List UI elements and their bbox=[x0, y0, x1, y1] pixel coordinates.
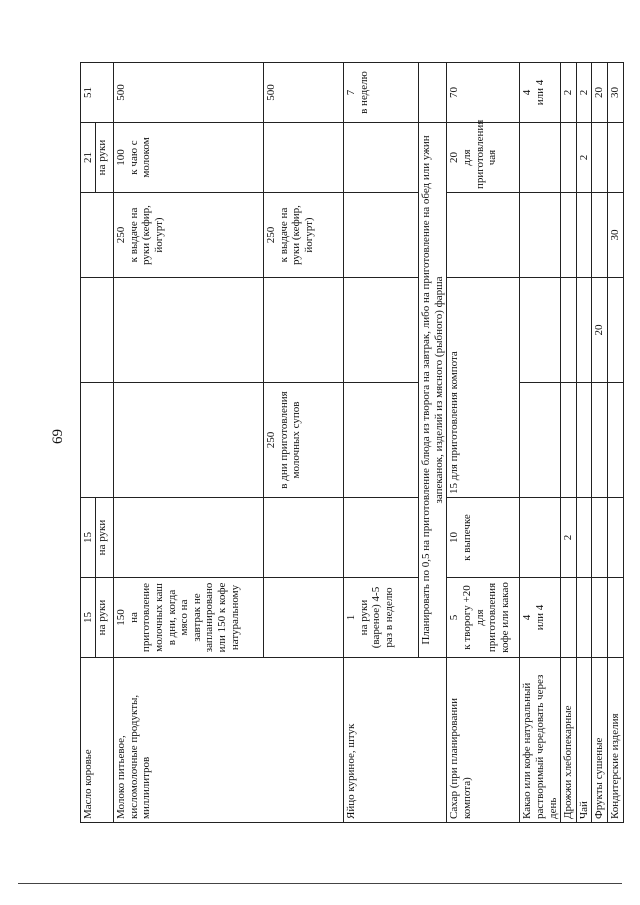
cell-note: на руки (вареное) 4-5 раз в неделю bbox=[357, 586, 395, 649]
table-row-fruits bbox=[592, 63, 608, 823]
cell-value: 20 bbox=[592, 278, 608, 383]
cell-note: или 4 bbox=[533, 79, 546, 106]
cell-value: 2 bbox=[561, 498, 577, 578]
cell-note: к выдаче на руки (кефир, йогурт) bbox=[277, 205, 315, 265]
cell-note: на руки bbox=[95, 578, 109, 657]
cell-value: 4 bbox=[521, 89, 534, 96]
row-name: Дрожжи хлебопекарные bbox=[561, 658, 577, 823]
row-name: Какао или кофе натуральный растворимый чередовать через день bbox=[520, 658, 561, 823]
page-number: 69 bbox=[50, 429, 66, 444]
cell-value: 250 bbox=[115, 226, 127, 244]
cell-value: 21 bbox=[82, 152, 94, 163]
cell-note: на руки bbox=[95, 498, 109, 577]
cell-note: к выдаче на руки (кефир, йогурт) bbox=[127, 205, 165, 265]
cell-note: в неделю bbox=[357, 71, 370, 114]
cell-value: 1 bbox=[345, 614, 357, 621]
table-row-egg bbox=[344, 63, 419, 823]
row-name: Масло коровье bbox=[81, 658, 114, 823]
table-row-confectionery bbox=[608, 63, 624, 823]
row-name: Яйцо куриное, штук bbox=[344, 658, 447, 823]
table-row-yeast bbox=[561, 63, 577, 823]
cell-total: 70 bbox=[447, 63, 520, 123]
table-row-milk bbox=[114, 63, 264, 823]
cell-value: 250 bbox=[265, 431, 277, 449]
cell-value: 20 bbox=[448, 152, 461, 163]
table-row-tea bbox=[576, 63, 592, 823]
cell-note: к чаю с молоком bbox=[127, 137, 153, 178]
cell-note: в дни приготовления молочных супов bbox=[277, 391, 303, 489]
cell-total: 51 bbox=[81, 63, 114, 123]
cell-total: 2 bbox=[576, 63, 592, 123]
cell-value: 150 bbox=[115, 609, 127, 626]
cell-note: к творогу +20 для приготовления кофе или какао bbox=[460, 582, 511, 653]
rotated-table-container bbox=[80, 63, 622, 823]
cell-note: или 4 bbox=[533, 604, 546, 631]
row-name: Фрукты сушеные bbox=[592, 658, 608, 823]
row-name: Сахар (при планировании компота) bbox=[447, 658, 520, 823]
cell-value: 30 bbox=[608, 193, 624, 278]
cell-total: 2 bbox=[561, 63, 577, 123]
cell-total: 500 bbox=[114, 63, 264, 123]
row-name: Кондитерские изделия bbox=[608, 658, 624, 823]
cell-note: 15 для приготовления компота bbox=[447, 278, 520, 498]
cell-total: 30 bbox=[608, 63, 624, 123]
cell-value: 2 bbox=[576, 123, 592, 193]
cell-note: на руки bbox=[95, 123, 109, 192]
cell-value: 5 bbox=[448, 614, 461, 621]
egg-note: Планировать по 0,5 на приготовление блюда из творога на завтрак, либо на приготовление на обед или ужин запеканок, изделий из мясного (рыбного) фарша bbox=[419, 123, 447, 658]
cell-note: на приготовление молочных каш в дни, когда мясо на завтрак не запланировано или 150 к кофе натуральному bbox=[127, 582, 241, 653]
cell-value: 4 bbox=[521, 614, 534, 621]
cell-value: 10 bbox=[448, 532, 461, 543]
cell-value: 250 bbox=[265, 226, 277, 244]
row-name: Чай bbox=[576, 658, 592, 823]
cell-value: 15 bbox=[82, 612, 94, 623]
table-row-sugar bbox=[447, 63, 520, 823]
cell-total: 20 bbox=[592, 63, 608, 123]
footer-rule bbox=[18, 883, 622, 884]
cell-total: 500 bbox=[264, 63, 344, 123]
row-name: Молоко питьевое, кисломолочные продукты, миллилитров bbox=[114, 658, 344, 823]
cell-note: для приготовления чая bbox=[460, 119, 499, 189]
cell-value: 15 bbox=[82, 532, 94, 543]
table-row-cocoa bbox=[520, 63, 561, 823]
cell-note: к выпечке bbox=[460, 514, 473, 561]
table-row-butter bbox=[81, 63, 114, 823]
ration-table bbox=[80, 62, 624, 823]
cell-value: 100 bbox=[115, 149, 127, 166]
cell-value: 7 bbox=[345, 89, 357, 96]
